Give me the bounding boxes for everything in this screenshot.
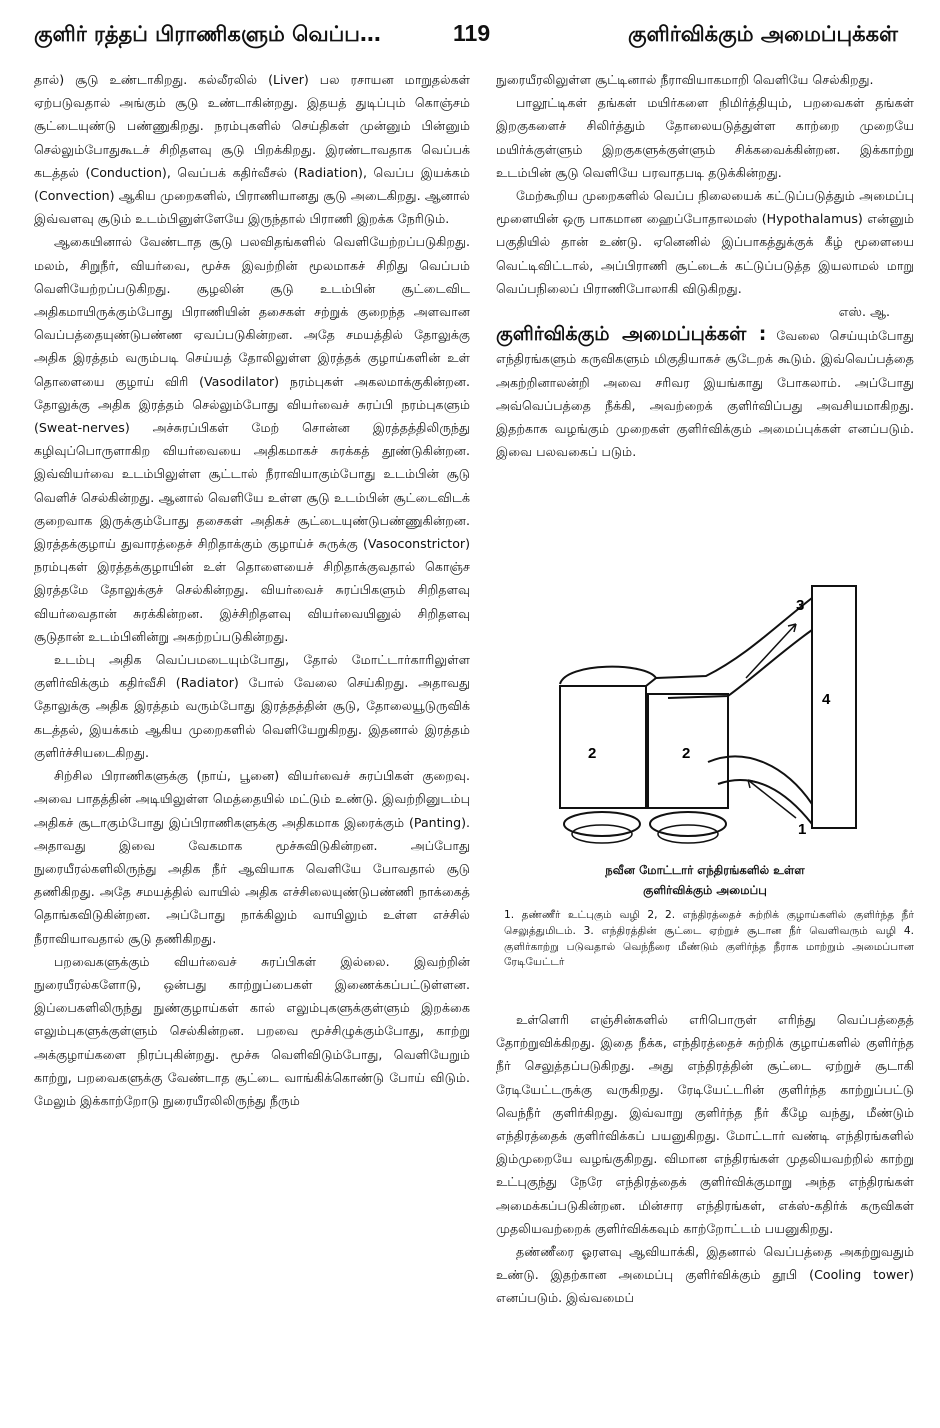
left-column [34, 68, 470, 1418]
cylinder-base-left [564, 812, 640, 836]
engine-cooling-diagram [496, 566, 914, 856]
right-column-bottom [496, 1008, 914, 1418]
figure-title-line1: நவீன மோட்டார் எந்திரங்களில் உள்ள [605, 863, 805, 877]
cooling-system-figure [496, 566, 914, 856]
lower-hose-top [708, 756, 812, 804]
label-4: 4 [822, 691, 831, 708]
figure-title [496, 860, 914, 900]
label-2-left: 2 [588, 745, 597, 762]
page-number: 119 [453, 20, 491, 46]
paragraph: நுரையீரலிலுள்ள சூட்டினால் நீராவியாகமாறி வெளியே செல்கிறது. [496, 72, 874, 87]
cylinder-base-right [650, 812, 726, 836]
label-1: 1 [798, 821, 807, 838]
upper-hose-top [656, 598, 812, 678]
label-2-right: 2 [682, 745, 691, 762]
upper-hose-bottom [668, 630, 812, 698]
paragraph: தால்) சூடு உண்டாகிறது. கல்லீரலில் (Liver) பல ரசாயன மாறுதல்கள் ஏற்படுவதால் அங்கும் சூடு உண்டாகின்றது. இதயத் துடிப்பும் கொஞ்சம் சூட்டையுண்டு பண்ணுகிறது. நரம்புகளில் செய்திகள் முன்னும் பின்னும் செல்லும்போதுகூடச் சிறிதளவு சூடு பிறக்கிறது. இரண்டாவதாக வெப்பக் கடத்தல் (Conduction), வெப்பக் கதிர்வீசல் (Radiation), வெப்ப இயக்கம் (Convection) ஆகிய முறைகளில், பிராணியானது சூடு அடைகிறது. ஆனால் இவ்வளவு சூடும் உடம்பினுள்ளேயே இருந்தால் பிராணி இறக்க நேரிடும். [34, 72, 470, 227]
engine-head-left [560, 667, 656, 686]
label-3: 3 [796, 597, 805, 614]
paragraph: உடம்பு அதிக வெப்பமடையும்போது, தோல் மோட்டார்காரிலுள்ள குளிர்விக்கும் கதிர்வீசி (Radiator) போல் வேலை செய்கிறது. அதாவது தோலுக்கு அதிக இரத்தம் வரும்போது இரத்தத்தின் சூடு, தோலையூடுருவிக் கடத்தல், இயக்கம் ஆகிய முறைகளில் வெளியேறுகிறது. இதனால் இரத்தம் குளிர்ச்சியடைகிறது. [34, 652, 470, 760]
paragraph: உள்ளெரி எஞ்சின்களில் எரிபொருள் எரிந்து வெப்பத்தைத் தோற்றுவிக்கிறது. இதை நீக்க, எந்திரத்தைச் சுற்றிக் குழாய்களில் குளிர்ந்த நீர் செலுத்தப்படுகிறது. அது எந்திரத்தின் சூட்டை ஏற்றுச் சூடாகி ரேடியேட்டருக்கு வருகிறது. ரேடியேட்டரின் குளிர்ந்த காற்றுப்பட்டு வெந்நீர் குளிர்கிறது. இவ்வாறு குளிர்ந்த நீர் கீழே வந்து, மீண்டும் எந்திரத்தைக் குளிர்விக்கப் பயனுகிறது. மோட்டார் வண்டி எந்திரங்களில் இம்முறையே வழங்குகிறது. விமான எந்திரங்கள் முதலியவற்றில் காற்று உட்புகுந்து நேரே எந்திரத்தைக் குளிர்விக்குமாறு அந்த எந்திரங்கள் அமைக்கப்படுகின்றன. மின்சார எந்திரங்கள், எக்ஸ்-கதிர்க் கருவிகள் முதலியவற்றைக் குளிர்விக்கவும் காற்றோட்டம் பயனுகிறது. [496, 1012, 914, 1236]
section-paragraph [496, 323, 914, 463]
paragraph: பாலூட்டிகள் தங்கள் மயிர்களை நிமிர்த்தியும், பறவைகள் தங்கள் இறகுகளைச் சிலிர்த்தும் தோலையடுத்துள்ள காற்றை முறையே மயிர்க்குள்ளும் இறகுகளுக்குள்ளும் சிக்கவைக்கின்றன. இக்காற்று உடம்பின் சூடு வெளியே பரவாதபடி தடுக்கின்றது. [496, 95, 914, 180]
running-title-left: குளிர் ரத்தப் பிராணிகளும் வெப்ப… [34, 22, 381, 46]
section-text: வேலை செய்யும்போது எந்திரங்களும் கருவிகளும் மிகுதியாகச் சூடேறக் கூடும். இவ்வெப்பத்தை அகற்றினாலன்றி அவை சரிவர இயங்காது போகலாம். அப்போது அவ்வெப்பத்தை நீக்கி, அவற்றைக் குளிர்விப்பது அவசியமாகிறது. இதற்காக வழங்கும் முறைகள் குளிர்விக்கும் அமைப்புக்கள் எனப்படும். இவை பலவகைப் படும். [496, 328, 914, 460]
radiator-shape [812, 586, 856, 828]
section-heading: குளிர்விக்கும் அமைப்புக்கள் : [496, 323, 767, 346]
figure-title-line2: குளிர்விக்கும் அமைப்பு [643, 883, 767, 897]
engine-cylinder-left [560, 686, 646, 808]
author-signature: எஸ். ஆ. [838, 304, 890, 320]
paragraph: மேற்கூறிய முறைகளில் வெப்ப நிலையைக் கட்டுப்படுத்தும் அமைப்பு மூளையின் ஒரு பாகமான ஹைப்போதாலமஸ் (Hypothalamus) என்னும் பகுதியில் தான் உண்டு. ஏனெனில் இப்பாகத்துக்குக் கீழ் மூளையை வெட்டிவிட்டால், அப்பிராணி சூட்டைக் கட்டுப்படுத்த இயலாமல் மாறு வெப்பநிலைப் பிராணிபோலாகி விடுகிறது. [496, 188, 914, 296]
paragraph: தண்ணீரை ஓரளவு ஆவியாக்கி, இதனால் வெப்பத்தை அகற்றுவதும் உண்டு. இதற்கான அமைப்பு குளிர்விக்கும் தூபி (Cooling tower) எனப்படும். இவ்வமைப் [496, 1244, 914, 1306]
running-title-right: குளிர்விக்கும் அமைப்புக்கள் [628, 22, 898, 46]
figure-legend: 1. தண்ணீர் உட்புகும் வழி 2, 2. எந்திரத்தைச் சுற்றிக் குழாய்களில் குளிர்ந்த நீர் செலுத்துமிடம். 3. எந்திரத்தின் சூட்டை ஏற்றுச் சூடான நீர் வெளிவரும் வழி 4. குளிர்காற்று படுவதால் வெந்நீரை மீண்டும் குளிர்ந்த நீராக மாற்றும் அமைப்பான ரேடியேட்டர் [504, 909, 914, 969]
page-header [0, 0, 940, 62]
paragraph: பறவைகளுக்கும் வியர்வைச் சுரப்பிகள் இல்லை. இவற்றின் நுரையீரல்களோடு, ஒன்பது காற்றுப்பைகள் இணைக்கப்பட்டுள்ளன. இப்பைகளிலிருந்து நுண்குழாய்கள் கால் எலும்புகளுக்குள்ளும் இறக்கை எலும்புகளுக்குள்ளும் செல்கின்றன. பறவை மூச்சிழுக்கும்போது, காற்று அக்குழாய்களை நிரப்புகின்றது. மூச்சு வெளிவிடும்போது, வெளியேறும் காற்று, பறவைகளுக்கு வேண்டாத சூட்டை வாங்கிக்கொண்டு போய் விடும். மேலும் இக்காற்றோடு நுரையீரலிலிருந்து நீரும் [34, 953, 470, 1108]
right-column-top [496, 68, 914, 628]
paragraph: ஆகையினால் வேண்டாத சூடு பலவிதங்களில் வெளியேற்றப்படுகிறது. மலம், சிறுநீர், வியர்வை, மூச்சு இவற்றின் மூலமாகச் சிறிது வெப்பம் வெளியேற்றப்படுகிறது. சூழலின் சூடு உடம்பின் சூட்டைவிட அதிகமாயிருக்கும்போது பிராணியின் தசைகள் சற்றுக் குறைந்த அளவான வெப்பத்தையுண்டுபண்ண ஏவப்படுகின்றன. அதே சமயத்தில் தோலுக்கு அதிக இரத்தம் வரும்படி செய்யத் தோலிலுள்ள இரத்தக் குழாய்களின் உள் தொளையை குழாய் விரி (Vasodilator) நரம்புகள் அகலமாக்குகின்றன. தோலுக்கு அதிக இரத்தம் செல்லும்போது வியர்வைச் சுரப்பி நரம்புகளும் (Sweat-nerves) அச்சுரப்பிகள் மேற் சொன்ன இரத்தத்திலிருந்து கழிவுப்பொருளாகிற வியர்வையை அதிகமாகச் சுரக்கத் தூண்டுகின்றன. இவ்வியர்வை உடம்பிலுள்ள சூட்டால் நீராவியாகும்போது உடம்பின் சூடு வெளிச் செல்கின்றது. ஆனால் வெளியே உள்ள சூடு உடம்பின் சூட்டைவிடக் குறைவாக இருக்கும்போது தசைகள் அதிகச் சூட்டையுண்டுபண்ணுகின்றன. இரத்தக்குழாய் துவாரத்தைச் சிறிதாக்கும் குழாய்ச் சுருக்கு (Vasoconstrictor) நரம்புகள் இரத்தக்குழாயின் உள் தொளையைச் சிறிதாக்குவதால் கொஞ்ச இரத்தமே தோலுக்குச் செல்கின்றது. வியர்வைச் சுரப்பிகளும் சிறிதளவு வியர்வைதான் சுரக்கின்றன. இச்சிறிதளவு வியர்வையினுல் சிறிதளவு சூடுதான் உடம்பினின்று அகற்றப்படுகின்றது. [34, 234, 470, 644]
paragraph: சிற்சில பிராணிகளுக்கு (நாய், பூனை) வியர்வைச் சுரப்பிகள் குறைவு. அவை பாதத்தின் அடியிலுள்ள மெத்தையில் மட்டும் உண்டு. இவற்றினுடம்பு அதிகச் சூடாகும்போது இப்பிராணிகளுக்கு அதிகமாக இரைக்கும் (Panting). அதாவது இவை வேகமாக மூச்சுவிடுகின்றன. அப்போது நுரையீரல்களிலிருந்து அதிக நீர் ஆவியாக வெளியே போவதால் சூடு தணிகிறது. அதே சமயத்தில் வாயில் அதிக எச்சிலையுண்டுபண்ணி நாக்கைத் தொங்கவிடுகின்றன. அப்போது நாக்கிலும் வாயிலும் உள்ள எச்சில் நீராவியாவதால் சூடு தணிகிறது. [34, 768, 470, 946]
